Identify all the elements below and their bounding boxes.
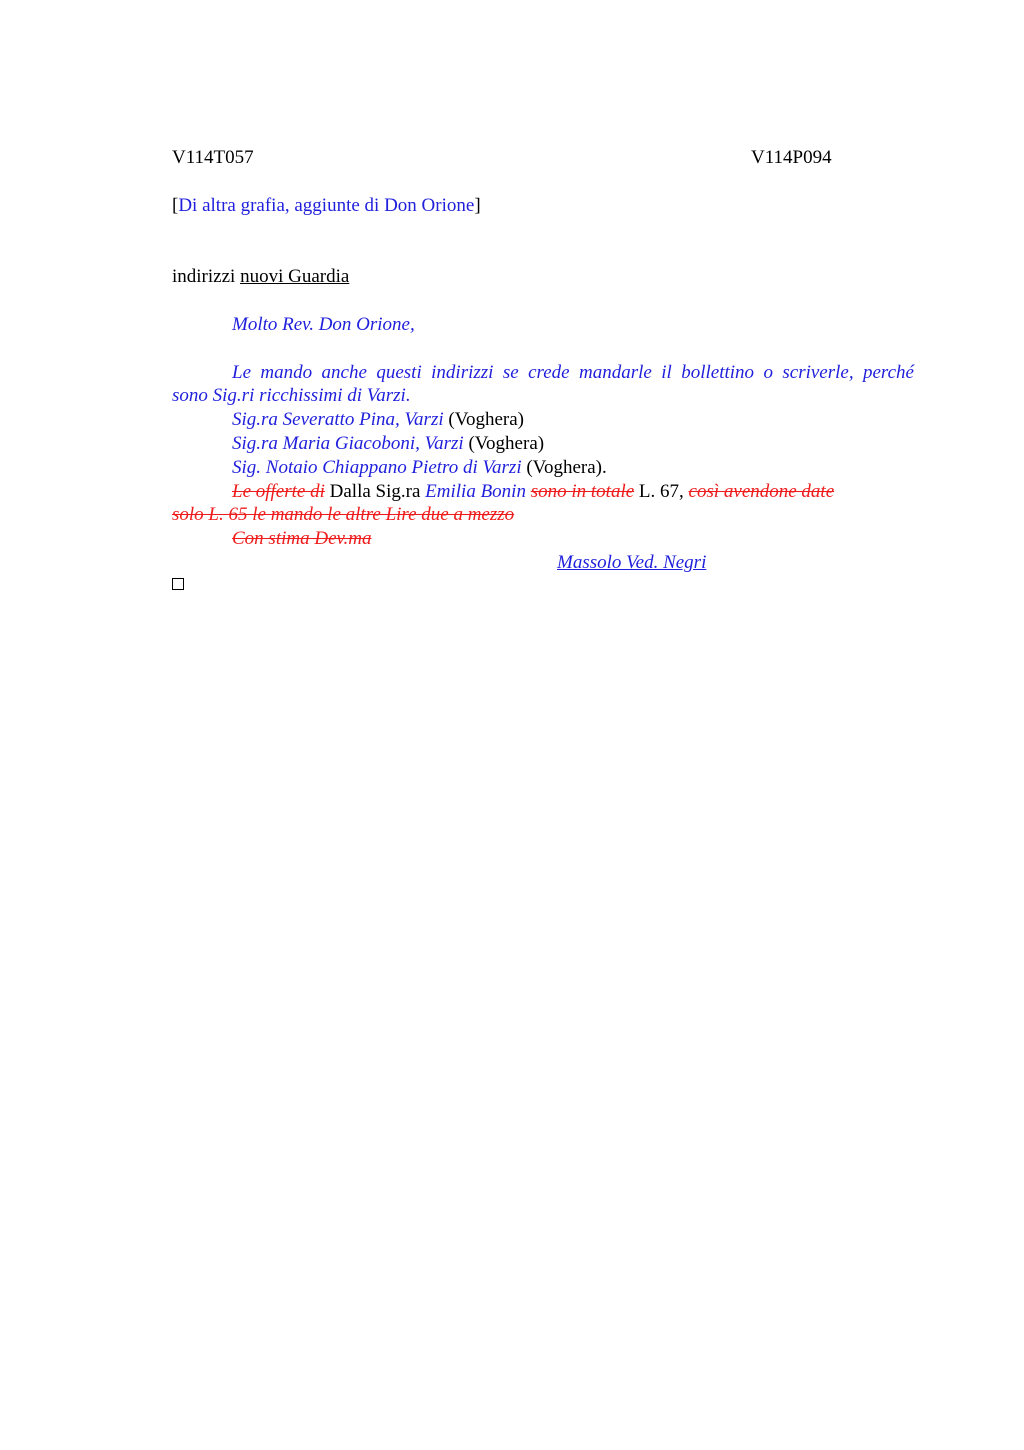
address-name: Sig. Notaio Chiappano Pietro di Varzi	[232, 457, 522, 478]
checkbox-icon	[172, 578, 184, 590]
offer-plain-text: Dalla Sig.ra	[324, 481, 426, 502]
note-open-bracket: [	[172, 195, 179, 216]
address-2	[232, 432, 544, 456]
address-suffix: (Voghera).	[521, 457, 607, 478]
offer-amount-text: L. 67,	[634, 481, 689, 502]
address-name: Sig.ra Maria Giacoboni, Varzi	[232, 433, 464, 454]
heading-underlined: nuovi Guardia	[240, 266, 350, 287]
editorial-note	[172, 194, 481, 218]
address-1	[232, 408, 524, 432]
letter-body-line-1: Le mando anche questi indirizzi se crede mandarle il bollettino o scriverle, perché	[232, 362, 914, 383]
address-name: Sig.ra Severatto Pina, Varzi	[232, 409, 444, 430]
document-code-right: V114P094	[751, 147, 832, 168]
address-suffix: (Voghera)	[463, 433, 545, 454]
offer-line	[232, 480, 834, 504]
address-3	[232, 456, 607, 480]
document-code-left: V114T057	[172, 147, 254, 168]
note-text: Di altra grafia, aggiunte di Don Orione	[178, 195, 475, 216]
address-suffix: (Voghera)	[443, 409, 525, 430]
note-close-bracket: ]	[474, 195, 481, 216]
struck-text: sono in totale	[530, 481, 635, 502]
signature: Massolo Ved. Negri	[557, 552, 707, 573]
heading-plain: indirizzi	[172, 266, 241, 287]
donor-name: Emilia Bonin	[425, 481, 526, 502]
offer-line-2-struck: solo L. 65 le mando le altre Lire due a mezzo	[172, 504, 515, 525]
letter-body-line-2: sono Sig.ri ricchissimi di Varzi.	[172, 385, 411, 406]
struck-text: così avendone date	[688, 481, 835, 502]
letter-salutation: Molto Rev. Don Orione,	[232, 314, 415, 335]
struck-text: Le offerte di	[232, 481, 325, 502]
section-heading	[172, 265, 349, 289]
closing-struck: Con stima Dev.ma	[232, 528, 372, 549]
